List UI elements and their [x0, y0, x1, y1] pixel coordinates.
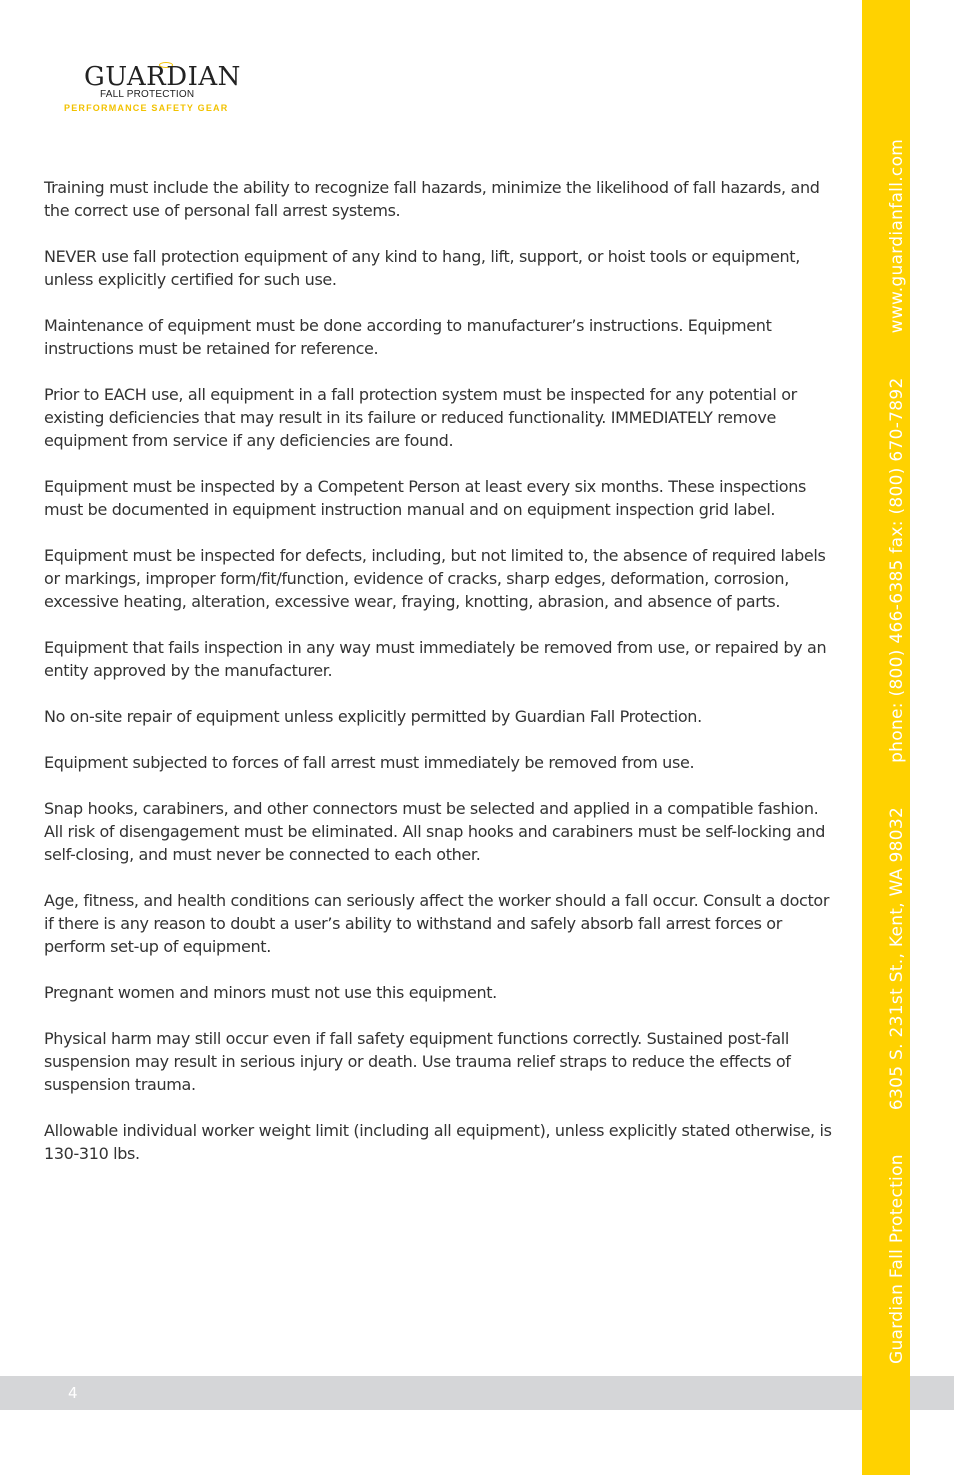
sidebar-company: Guardian Fall Protection — [887, 1154, 907, 1364]
footer-bar-right — [910, 1376, 954, 1410]
paragraph-training: Training must include the ability to recognize fall hazards, minimize the likelihood of fall hazards, and the correct use of personal fall arrest systems. — [44, 178, 820, 220]
paragraph-on-site-repair: No on-site repair of equipment unless explicitly permitted by Guardian Fall Protection. — [44, 707, 702, 726]
paragraph-competent-person: Equipment must be inspected by a Competent Person at least every six months. These inspections must be documented in equipment instruction manual and on equipment inspection grid label. — [44, 477, 806, 519]
paragraph-pregnant-minors: Pregnant women and minors must not use this equipment. — [44, 983, 497, 1002]
paragraph-weight-limit: Allowable individual worker weight limit (including all equipment), unless explicitly stated otherwise, is 130-310 lbs. — [44, 1121, 832, 1163]
sidebar-address: 6305 S. 231st St., Kent, WA 98032 — [887, 806, 907, 1111]
guardian-logo — [64, 62, 241, 120]
sidebar-phone-fax: phone: (800) 466-6385 fax: (800) 670-7892 — [887, 377, 907, 763]
paragraph-health: Age, fitness, and health conditions can seriously affect the worker should a fall occur. Consult a doctor if there is any reason to doubt a user’s ability to withstand and safely absorb fall arrest forces or perform set-up of equipment. — [44, 891, 830, 956]
sidebar-website: www.guardianfall.com — [887, 138, 907, 334]
safety-guidelines — [44, 176, 839, 1188]
paragraph-defects: Equipment must be inspected for defects, including, but not limited to, the absence of required labels or markings, improper form/fit/function, evidence of cracks, sharp edges, deformation, corrosion, excessive heating, alteration, excessive wear, fraying, knotting, abrasion, and absence of parts. — [44, 546, 826, 611]
paragraph-connectors: Snap hooks, carabiners, and other connectors must be selected and applied in a compatible fashion. All risk of disengagement must be eliminated. All snap hooks and carabiners must be self-locking and self-closing, and must never be connected to each other. — [44, 799, 826, 864]
logo-brand: GUARDIAN — [84, 62, 241, 92]
logo-subtitle: FALL PROTECTION — [100, 89, 195, 100]
paragraph-suspension-trauma: Physical harm may still occur even if fall safety equipment functions correctly. Sustained post-fall suspension may result in serious injury or death. Use trauma relief straps to reduce the effects of suspension trauma. — [44, 1029, 791, 1094]
footer-bar — [0, 1376, 862, 1410]
paragraph-maintenance: Maintenance of equipment must be done according to manufacturer’s instructions. Equipment instructions must be retained for reference. — [44, 316, 772, 358]
page-number: 4 — [68, 1384, 78, 1402]
paragraph-failed-inspection: Equipment that fails inspection in any way must immediately be removed from use, or repaired by an entity approved by the manufacturer. — [44, 638, 827, 680]
paragraph-never-hoist: NEVER use fall protection equipment of any kind to hang, lift, support, or hoist tools or equipment, unless explicitly certified for such use. — [44, 247, 800, 289]
sidebar-contact-info — [887, 95, 907, 1364]
logo-tagline: PERFORMANCE SAFETY GEAR — [64, 103, 229, 113]
paragraph-pre-use-inspection: Prior to EACH use, all equipment in a fall protection system must be inspected for any potential or existing deficiencies that may result in its failure or reduced functionality. IMMEDIATELY remove equipment from service if any deficiencies are found. — [44, 385, 797, 450]
paragraph-fall-arrest-forces: Equipment subjected to forces of fall arrest must immediately be removed from use. — [44, 753, 695, 772]
